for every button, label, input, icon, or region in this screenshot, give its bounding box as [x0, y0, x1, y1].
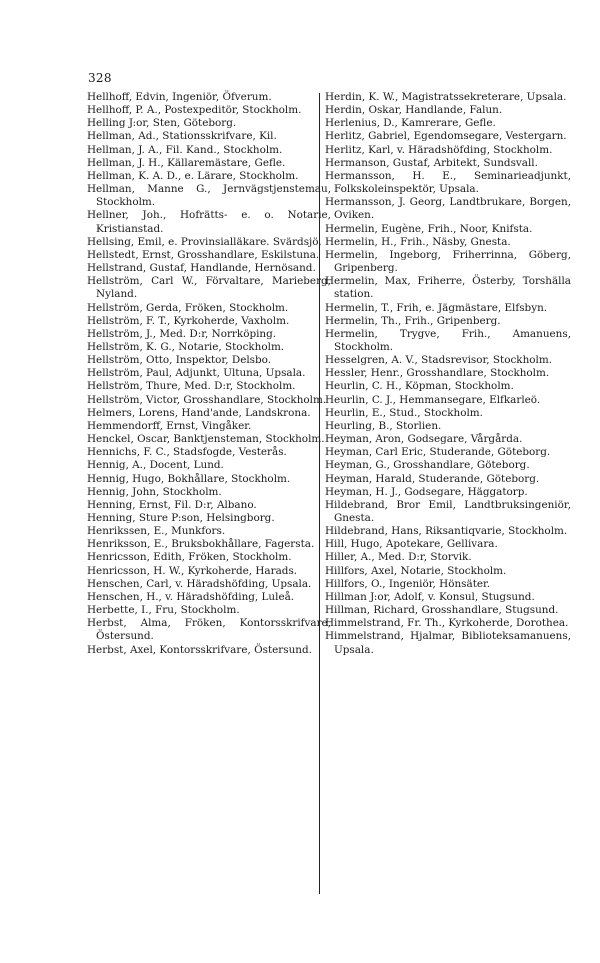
directory-entry: Hellman, Manne G., Jernvägstjenstemau, Stockholm.	[87, 183, 331, 209]
directory-entry: Hellström, Otto, Inspektor, Delsbo.	[87, 354, 272, 367]
directory-entry: Hillfors, O., Ingeniör, Hönsäter.	[325, 577, 491, 590]
directory-entry: Henckel, Oscar, Banktjensteman, Stockholm.	[87, 433, 325, 446]
directory-entry: Hillman, Richard, Grosshandlare, Stugsund.	[325, 604, 559, 617]
directory-entry: Hellström, Gerda, Fröken, Stockholm.	[87, 301, 289, 314]
directory-entry: Hessler, Henr., Grosshandlare, Stockholm.	[325, 367, 550, 380]
directory-entry: Heyman, Carl Eric, Studerande, Göteborg.	[325, 446, 551, 459]
directory-entry: Hennichs, F. C., Stadsfogde, Vesterås.	[87, 446, 287, 459]
directory-entry: Henrikssen, E., Munkfors.	[87, 525, 226, 538]
directory-entry: Hildebrand, Bror Emil, Landtbruksingeniör, Gnesta.	[325, 498, 571, 524]
directory-entry: Hellman, Ad., Stationsskrifvare, Kil.	[87, 130, 277, 143]
directory-entry: Heyman, G., Grosshandlare, Göteborg.	[325, 459, 530, 472]
directory-entry: Henschen, H., v. Häradshöfding, Luleå.	[87, 590, 295, 603]
directory-entry: Heyman, Harald, Studerande, Göteborg.	[325, 472, 540, 485]
directory-entry: Hillfors, Axel, Notarie, Stockholm.	[325, 564, 507, 577]
directory-entry: Herbst, Axel, Kontorsskrifvare, Östersund.	[87, 643, 312, 656]
directory-entry: Hellström, F. T., Kyrkoherde, Vaxholm.	[87, 314, 290, 327]
directory-entry: Himmelstrand, Fr. Th., Kyrkoherde, Dorothea.	[325, 617, 569, 630]
directory-entry: Herbst, Alma, Fröken, Kontorsskrifvare, Östersund.	[87, 617, 331, 643]
directory-entry: Hellstrand, Gustaf, Handlande, Hernösand.	[87, 262, 316, 275]
directory-entry: Henschen, Carl, v. Häradshöfding, Upsala.	[87, 577, 312, 590]
directory-entry: Hermansson, H. E., Seminarieadjunkt, Folkskoleinspektör, Upsala.	[325, 169, 571, 196]
directory-entry: Hermelin, Th., Frih., Gripenberg.	[325, 314, 501, 327]
directory-entry: Heurlin, C. J., Hemmansegare, Elfkarleö.	[325, 393, 541, 406]
directory-entry: Helmers, Lorens, Hand'ande, Landskrona.	[87, 406, 311, 419]
directory-entry: Hermanson, Gustaf, Arbitekt, Sundsvall.	[325, 156, 538, 169]
directory-entry: Hellstedt, Ernst, Grosshandlare, Eskilstuna.	[87, 248, 320, 261]
column-divider	[319, 93, 320, 894]
directory-entry: Herlitz, Karl, v. Häradshöfding, Stockholm.	[325, 143, 553, 156]
directory-entry: Henning, Sture P:son, Helsingborg.	[87, 512, 275, 524]
directory-entry: Hermelin, H., Frih., Näsby, Gnesta.	[325, 235, 511, 248]
directory-entry: Hellsing, Emil, e. Provinsialläkare. Svärdsjö.	[87, 235, 322, 248]
directory-entry: Hennig, A., Docent, Lund.	[87, 459, 224, 472]
directory-entry: Hiller, A., Med. D:r, Storvik.	[325, 551, 472, 564]
directory-entry: Heyman, H. J., Godsegare, Häggatorp.	[325, 485, 528, 498]
directory-entry: Herlenius, D., Kamrerare, Gefle.	[325, 117, 496, 130]
left-column	[87, 91, 331, 657]
directory-entry: Hellman, K. A. D., e. Lärare, Stockholm.	[87, 169, 299, 182]
directory-entry: Hermelin, Eugène, Frih., Noor, Knifsta.	[325, 222, 533, 235]
directory-entry: Heurlin, E., Stud., Stockholm.	[325, 406, 483, 419]
directory-entry: Herdin, K. W., Magistratssekreterare, Upsala.	[325, 91, 567, 103]
directory-entry: Hellström, Paul, Adjunkt, Ultuna, Upsala.	[87, 367, 306, 380]
directory-entry: Hellström, K. G., Notarie, Stockholm.	[87, 340, 285, 353]
directory-entry: Heyman, Aron, Godsegare, Vårgårda.	[325, 433, 523, 446]
directory-entry: Hellhoff, Edvin, Ingeniör, Öfverum.	[87, 91, 272, 103]
directory-entry: Henriksson, E., Bruksbokhållare, Fagersta.	[87, 538, 315, 551]
directory-entry: Herbette, I., Fru, Stockholm.	[87, 604, 240, 617]
directory-entry: Hellhoff, P. A., Postexpeditör, Stockholm.	[87, 104, 302, 117]
directory-entry: Hill, Hugo, Apotekare, Gellivara.	[325, 538, 498, 551]
directory-entry: Hennig, John, Stockholm.	[87, 485, 222, 498]
directory-entry: Hermelin, Trygve, Frih., Amanuens, Stockholm.	[325, 327, 571, 353]
directory-entry: Hemmendorff, Ernst, Vingåker.	[87, 419, 252, 432]
directory-entry: Hellman, J. A., Fil. Kand., Stockholm.	[87, 143, 283, 156]
directory-entry: Heurlin, C. H., Köpman, Stockholm.	[325, 380, 514, 393]
directory-entry: Hennig, Hugo, Bokhållare, Stockholm.	[87, 472, 291, 485]
directory-entry: Himmelstrand, Hjalmar, Biblioteksamanuens, Upsala.	[325, 630, 571, 656]
directory-entry: Hermansson, J. Georg, Landtbrukare, Borgen, Oviken.	[325, 196, 571, 222]
directory-entry: Hildebrand, Hans, Riksantiqvarie, Stockholm.	[325, 525, 568, 538]
directory-entry: Hellström, J., Med. D:r, Norrköping.	[87, 327, 277, 340]
directory-entry: Herdin, Oskar, Handlande, Falun.	[325, 104, 503, 117]
directory-entry: Hellström, Thure, Med. D:r, Stockholm.	[87, 380, 296, 393]
page-number: 328	[88, 71, 112, 85]
right-column	[325, 91, 571, 657]
directory-entry: Hermelin, Ingeborg, Friherrinna, Göberg, Gripenberg.	[325, 248, 571, 275]
directory-entry: Hellström, Carl W., Förvaltare, Marieberg, Nyland.	[87, 275, 331, 301]
directory-entry: Heurling, B., Storlien.	[325, 419, 442, 432]
directory-entry: Herlitz, Gabriel, Egendomsegare, Vestergarn.	[325, 130, 567, 143]
directory-entry: Hellström, Victor, Grosshandlare, Stockholm.	[87, 393, 327, 406]
directory-entry: Henning, Ernst, Fil. D:r, Albano.	[87, 498, 257, 511]
directory-entry: Hillman J:or, Adolf, v. Konsul, Stugsund.	[325, 590, 535, 603]
directory-entry: Helling J:or, Sten, Göteborg.	[87, 117, 237, 130]
directory-entry: Hellner, Joh., Hofrätts- e. o. Notarie, Kristianstad.	[87, 209, 331, 235]
directory-entry: Hermelin, Max, Friherre, Österby, Torshälla station.	[325, 275, 571, 301]
directory-entry: Henricsson, Edith, Fröken, Stockholm.	[87, 551, 292, 564]
directory-entry: Hesselgren, A. V., Stadsrevisor, Stockholm.	[325, 354, 553, 367]
directory-entry: Henricsson, H. W., Kyrkoherde, Harads.	[87, 564, 298, 577]
directory-entry: Hellman, J. H., Källaremästare, Gefle.	[87, 156, 286, 169]
directory-entry: Hermelin, T., Frih, e. Jägmästare, Elfsbyn.	[325, 301, 548, 314]
